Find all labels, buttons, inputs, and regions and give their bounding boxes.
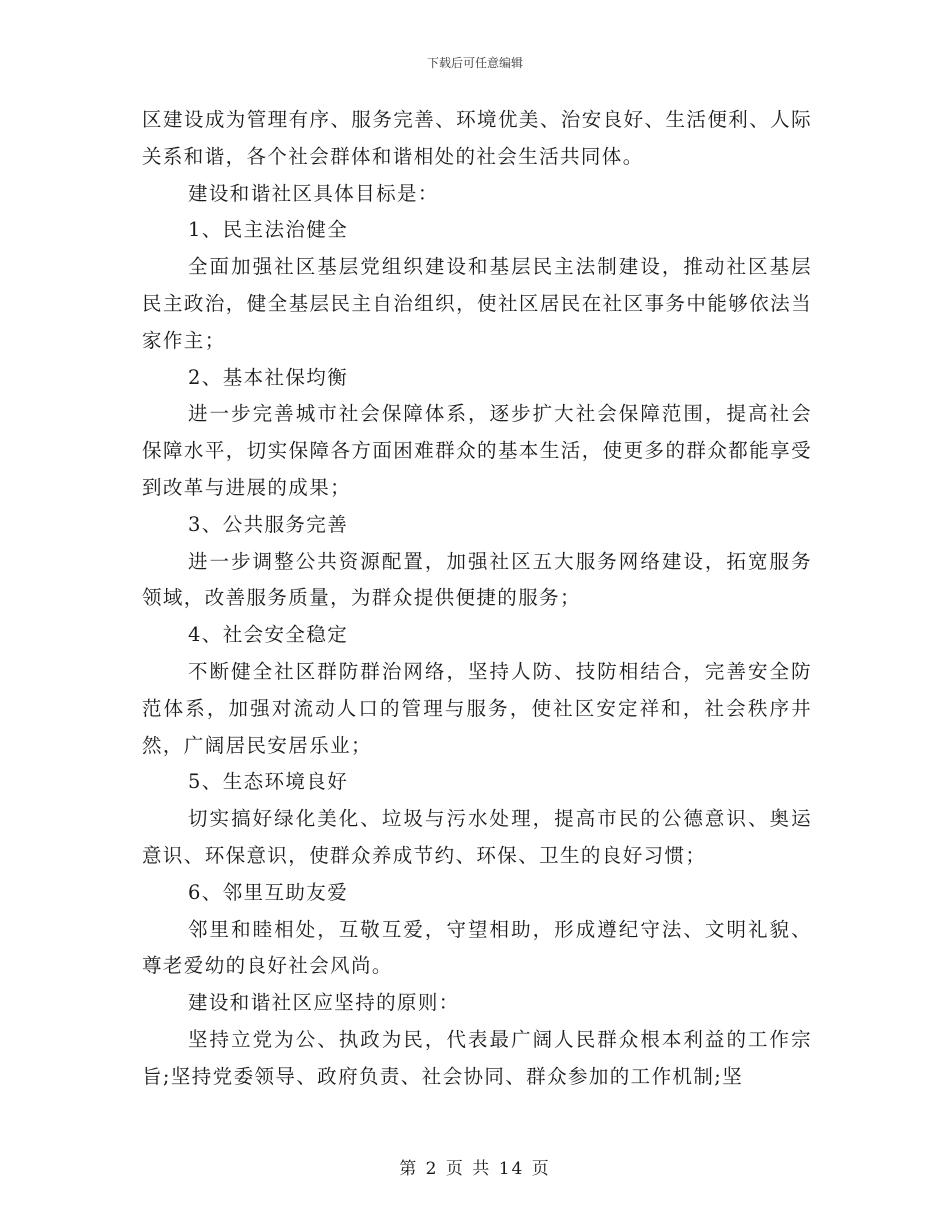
section-heading: 1、民主法治健全	[188, 218, 349, 242]
paragraph: 进一步完善城市社会保障体系，逐步扩大社会保障范围，提高社会保障水平，切实保障各方面困难群众的基本生活，使更多的群众都能享受到改革与进展的成果；	[142, 402, 812, 499]
paragraph: 全面加强社区基层党组织建设和基层民主法制建设，推动社区基层民主政治，健全基层民主自治组织，使社区居民在社区事务中能够依法当家作主；	[142, 255, 812, 352]
paragraph: 进一步调整公共资源配置，加强社区五大服务网络建设，拓宽服务领域，改善服务质量，为群众提供便捷的服务；	[142, 549, 812, 610]
document-body	[142, 102, 812, 1096]
paragraph: 建设和谐社区具体目标是：	[188, 181, 439, 205]
page-number-footer: 第 2 页 共 14 页	[399, 1159, 551, 1179]
section-heading: 2、基本社保均衡	[188, 365, 349, 389]
section-heading: 3、公共服务完善	[188, 512, 349, 536]
page-header-note: 下载后可任意编辑	[426, 56, 523, 70]
paragraph: 邻里和睦相处，互敬互爱，守望相助，形成遵纪守法、文明礼貌、尊老爱幼的良好社会风尚。	[142, 917, 812, 978]
paragraph: 不断健全社区群防群治网络，坚持人防、技防相结合，完善安全防范体系，加强对流动人口的管理与服务，使社区安定祥和，社会秩序井然，广阔居民安居乐业；	[142, 659, 812, 757]
paragraph: 坚持立党为公、执政为民，代表最广阔人民群众根本利益的工作宗旨;坚持党委领导、政府负责、社会协同、群众参加的工作机制;坚	[142, 1027, 812, 1088]
paragraph: 切实搞好绿化美化、垃圾与污水处理，提高市民的公德意识、奥运意识、环保意识，使群众养成节约、环保、卫生的良好习惯；	[142, 807, 812, 867]
section-heading: 5、生态环境良好	[188, 770, 349, 794]
paragraph: 建设和谐社区应坚持的原则：	[188, 991, 460, 1015]
paragraph: 区建设成为管理有序、服务完善、环境优美、治安良好、生活便利、人际关系和谐，各个社会群体和谐相处的社会生活共同体。	[142, 108, 812, 168]
section-heading: 6、邻里互助友爱	[188, 880, 349, 904]
section-heading: 4、社会安全稳定	[188, 623, 349, 647]
